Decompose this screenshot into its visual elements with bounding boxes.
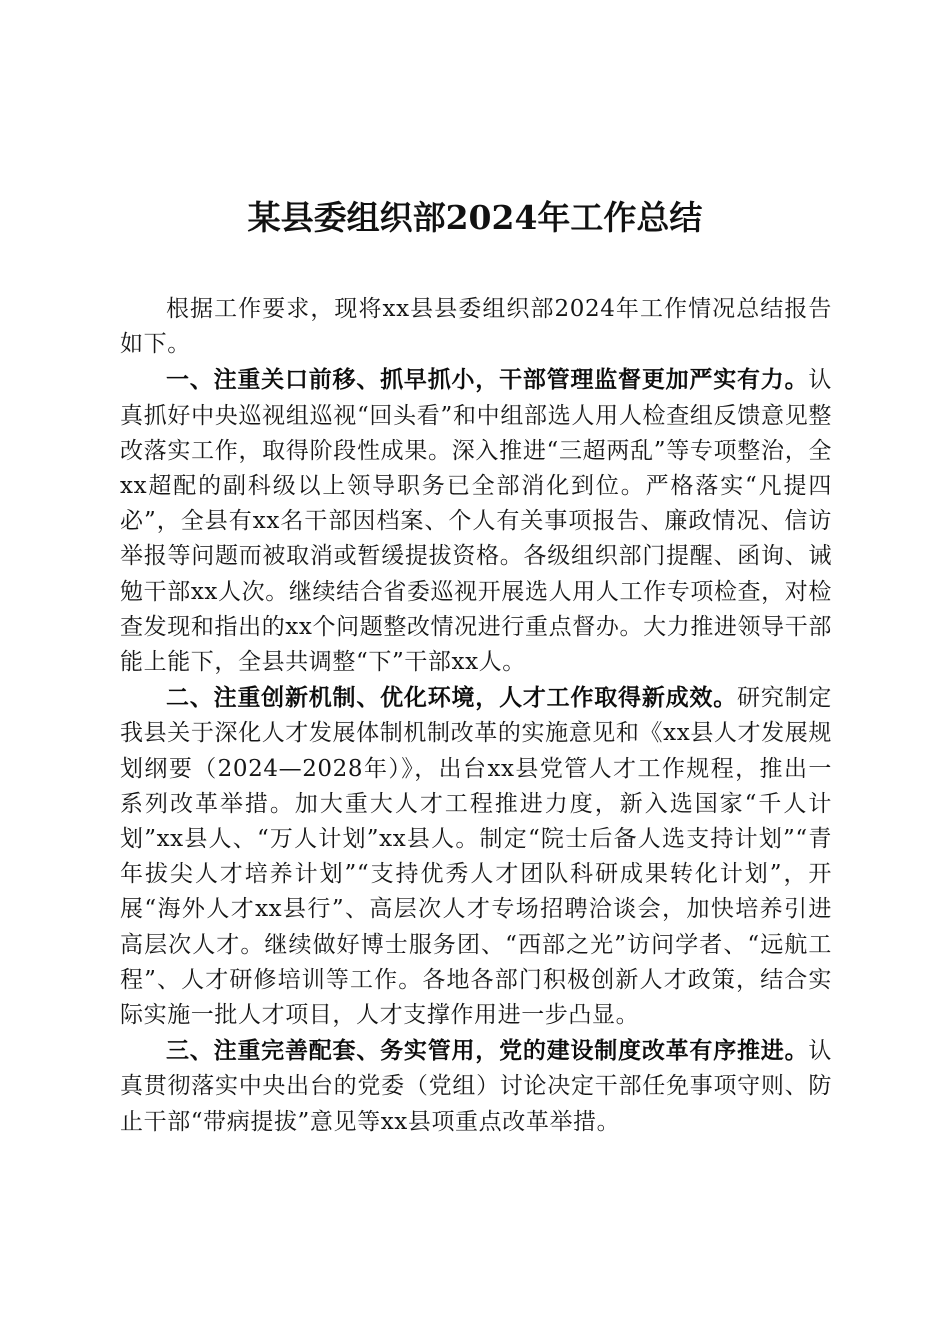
section-body-1: 认真抓好中央巡视组巡视“回头看”和中组部选人用人检查组反馈意见整改落实工作，取得阶段性成果。深入推进“三超两乱”等专项整治，全xx超配的副科级以上领导职务已全部消化到位。严格落实“凡提四必”，全县有xx名干部因档案、个人有关事项报告、廉政情况、信访举报等问题而被取消或暂缓提拔资格。各级组织部门提醒、函询、诫勉干部xx人次。继续结合省委巡视开展选人用人工作专项检查，对检查发现和指出的xx个问题整改情况进行重点督办。大力推进领导干部能上能下，全县共调整“下”干部xx人。 <box>120 367 832 676</box>
document-title: 某县委组织部2024年工作总结 <box>247 198 703 237</box>
section-heading-3: 三、注重完善配套、务实管用，党的建设制度改革有序推进。 <box>166 1037 809 1065</box>
section-paragraph-1 <box>120 362 832 680</box>
document-body <box>120 292 832 1140</box>
section-body-2: 研究制定我县关于深化人才发展体制机制改革的实施意见和《xx县人才发展规划纲要（2024—2028年）》，出台xx县党管人才工作规程，推出一系列改革举措。加大重大人才工程推进力度，新入选国家“千人计划”xx县人、“万人计划”xx县人。制定“院士后备人选支持计划”“青年拔尖人才培养计划”“支持优秀人才团队科研成果转化计划”，开展“海外人才xx县行”、高层次人才专场招聘洽谈会，加快培养引进高层次人才。继续做好博士服务团、“西部之光”访问学者、“远航工程”、人才研修培训等工作。各地各部门积极创新人才政策，结合实际实施一批人才项目，人才支撑作用进一步凸显。 <box>120 685 832 1029</box>
section-heading-2: 二、注重创新机制、优化环境，人才工作取得新成效。 <box>166 684 738 712</box>
section-heading-1: 一、注重关口前移、抓早抓小，干部管理监督更加严实有力。 <box>166 366 809 394</box>
section-paragraph-2 <box>120 680 832 1033</box>
section-body-3: 认真贯彻落实中央出台的党委（党组）讨论决定干部任免事项守则、防止干部“带病提拔”意见等xx县项重点改革举措。 <box>120 1038 832 1135</box>
intro-paragraph: 根据工作要求，现将xx县县委组织部2024年工作情况总结报告如下。 <box>120 296 832 358</box>
section-paragraph-3 <box>120 1033 832 1140</box>
